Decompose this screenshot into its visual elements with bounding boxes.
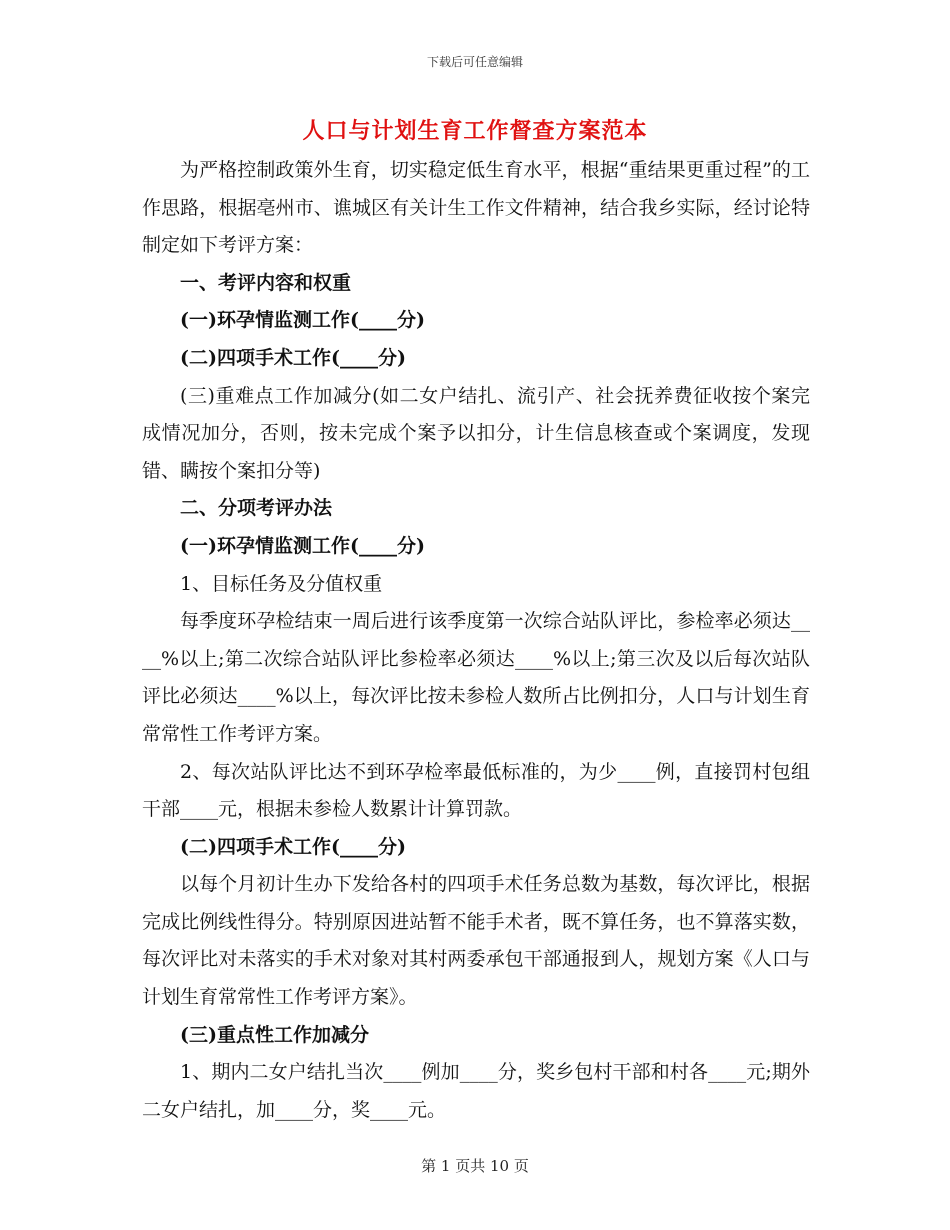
heading-item-2-2: (二)四项手术工作(____分) — [180, 835, 406, 858]
paragraph-intro: 为严格控制政策外生育，切实稳定低生育水平，根据“重结果更重过程”的工作思路，根据亳州市、谯城区有关计生工作文件精神，结合我乡实际，经讨论特制定如下考评方案： — [142, 159, 810, 257]
paragraph-surgery: 以每个月初计生办下发给各村的四项手术任务总数为基数，每次评比，根据完成比例线性得分。特别原因进站暂不能手术者，既不算任务，也不算落实数，每次评比对未落实的手术对象对其村两委承包干部通报到人，规划方案《人口与计划生育常常性工作考评方案》。 — [142, 873, 810, 1009]
page-footer: 第 1 页共 10 页 — [421, 1157, 529, 1175]
document-title: 人口与计划生育工作督查方案范本 — [302, 118, 648, 144]
heading-item-1-2: (二)四项手术工作(____分) — [180, 346, 406, 369]
document-body — [142, 152, 810, 1129]
heading-section-1: 一、考评内容和权重 — [180, 271, 352, 294]
heading-item-2-1: (一)环孕情监测工作(____分) — [180, 534, 425, 557]
paragraph-quarterly: 每季度环孕检结束一周后进行该季度第一次综合站队评比，参检率必须达____%以上;第二次综合站队评比参检率必须达____%以上;第三次及以后每次站队评比必须达____%以上，每次评比按未参检人数所占比例扣分，人口与计划生育常常性工作考评方案。 — [142, 610, 810, 745]
paragraph-bonus: 1、期内二女户结扎当次____例加____分，奖乡包村干部和村各____元;期外二女户结扎，加____分，奖____元。 — [142, 1061, 810, 1121]
paragraph-target: 1、目标任务及分值权重 — [180, 572, 383, 595]
paragraph-penalty: 2、每次站队评比达不到环孕检率最低标准的，为少____例，直接罚村包组干部____元，根据未参检人数累计计算罚款。 — [142, 760, 810, 821]
heading-item-2-3: (三)重点性工作加减分 — [180, 1023, 369, 1046]
paragraph-item-1-3: (三)重难点工作加减分(如二女户结扎、流引产、社会抚养费征收按个案完成情况加分，否则，按未完成个案予以扣分，计生信息核查或个案调度，发现错、瞒按个案扣分等) — [142, 384, 810, 482]
header-note: 下载后可任意编辑 — [426, 55, 523, 69]
heading-section-2: 二、分项考评办法 — [180, 497, 333, 520]
heading-item-1-1: (一)环孕情监测工作(____分) — [180, 309, 425, 332]
